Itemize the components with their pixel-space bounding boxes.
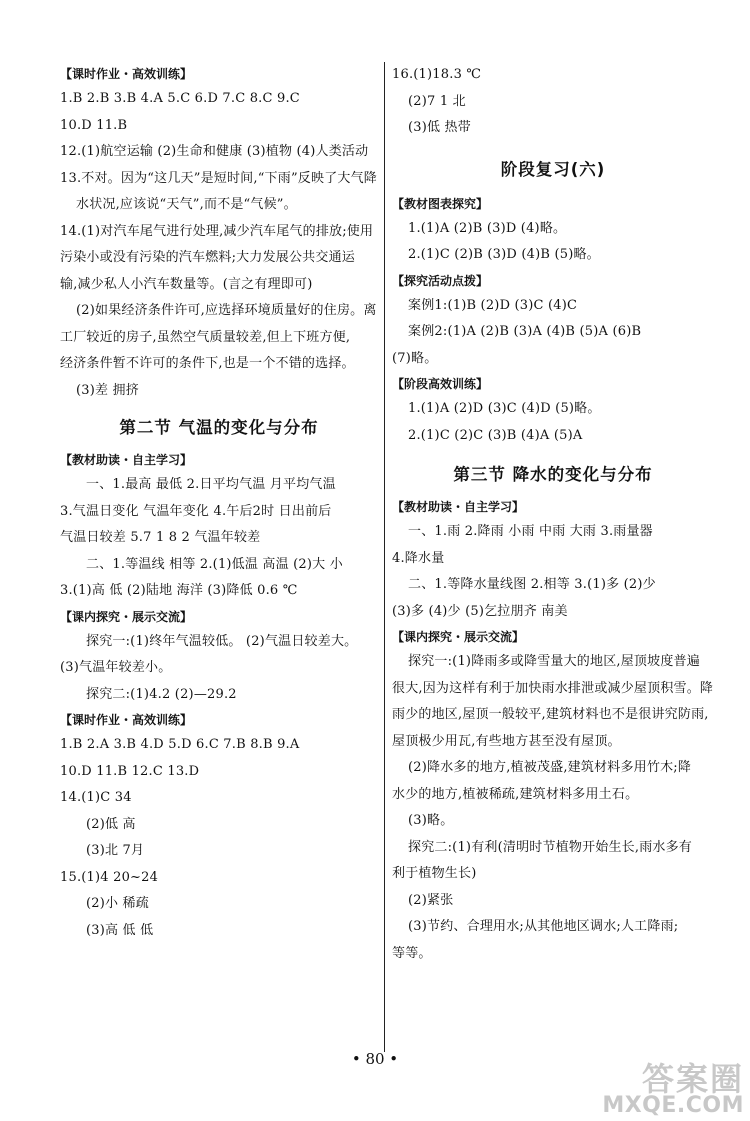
- answer-line: 14.(1)对汽车尾气进行处理,减少汽车尾气的排放;使用: [60, 223, 374, 239]
- answer-line: 雨少的地区,屋顶一般较平,建筑材料也不是很讲究防雨,: [392, 707, 709, 722]
- answer-line: (3)节约、合理用水;从其他地区调水;人工降雨;: [408, 919, 679, 934]
- answer-line: 13.不对。因为“这几天”是短时间,“下雨”反映了大气降: [60, 170, 377, 186]
- answer-line: 16.(1)18.3 ℃: [392, 67, 482, 82]
- section-tag: 【教材助读・自主学习】: [392, 500, 525, 514]
- answer-line: 案例1:(1)B (2)D (3)C (4)C: [408, 297, 578, 313]
- section-heading: 第二节 气温的变化与分布: [119, 418, 319, 437]
- answer-line: (3)略。: [408, 813, 454, 828]
- answer-line: 1.B 2.A 3.B 4.D 5.D 6.C 7.B 8.B 9.A: [60, 737, 300, 752]
- page-number: • 80 •: [351, 1050, 399, 1068]
- answer-line: 探究二:(1)4.2 (2)—29.2: [86, 686, 237, 702]
- answer-line: 案例2:(1)A (2)B (3)A (4)B (5)A (6)B: [408, 324, 642, 339]
- answer-line: 探究一:(1)终年气温较低。 (2)气温日较差大。: [86, 633, 358, 649]
- answer-line: (3)低 热带: [408, 120, 471, 135]
- answer-line: 屋顶极少用瓦,有些地方甚至没有屋顶。: [392, 733, 621, 749]
- answer-line: (2)小 稀疏: [86, 896, 149, 911]
- answer-line: 二、1.等降水量线图 2.相等 3.(1)多 (2)少: [408, 577, 656, 592]
- answer-line: 1.(1)A (2)D (3)C (4)D (5)略。: [408, 401, 601, 416]
- answer-line: 探究一:(1)降雨多或降雪量大的地区,屋顶坡度普遍: [408, 654, 700, 669]
- answer-line: (3)北 7月: [86, 843, 145, 858]
- answer-line: 15.(1)4 20~24: [60, 869, 159, 885]
- answer-line: (2)7 1 北: [408, 93, 466, 109]
- answer-line: 很大,因为这样有利于加快雨水排泄或减少屋顶积雪。降: [392, 680, 714, 696]
- answer-line: 探究二:(1)有利(清明时节植物开始生长,雨水多有: [408, 839, 692, 855]
- section-tag: 【阶段高效训练】: [392, 377, 489, 391]
- answer-line: (3)高 低 低: [86, 922, 154, 938]
- right-column: [392, 62, 714, 967]
- answer-line: (2)降水多的地方,植被茂盛,建筑材料多用竹木;降: [408, 760, 692, 775]
- answer-line: 等等。: [392, 945, 432, 961]
- answer-line: 利于植物生长): [392, 866, 477, 881]
- watermark: [602, 1060, 744, 1118]
- answer-line: 10.D 11.B: [60, 117, 128, 133]
- answer-line: 2.(1)C (2)C (3)B (4)A (5)A: [408, 427, 583, 443]
- answer-line: (3)气温年较差小。: [60, 660, 172, 675]
- answer-line: 气温日较差 5.7 1 8 2 气温年较差: [60, 530, 261, 545]
- section-tag: 【教材图表探究】: [392, 196, 489, 211]
- watermark-url: MXQE.COM: [602, 1093, 744, 1118]
- section-tag: 【探究活动点拨】: [392, 273, 489, 288]
- answer-line: 输,减少私人小汽车数量等。(言之有理即可): [60, 276, 313, 292]
- section-tag: 【课时作业・高效训练】: [60, 67, 193, 81]
- section-heading: 阶段复习(六): [500, 159, 606, 179]
- answer-line: (2)如果经济条件许可,应选择环境质量好的住房。离: [76, 303, 377, 318]
- answer-line: 一、1.最高 最低 2.日平均气温 月平均气温: [86, 477, 336, 492]
- section-heading: 第三节 降水的变化与分布: [453, 465, 653, 484]
- section-tag: 【课内探究・展示交流】: [60, 609, 193, 624]
- column-divider: [384, 62, 385, 1052]
- answer-line: 污染小或没有污染的汽车燃料;大力发展公共交通运: [60, 250, 355, 265]
- answer-line: 1.(1)A (2)B (3)D (4)略。: [408, 220, 567, 236]
- answer-line: 4.降水量: [392, 550, 445, 566]
- answer-line: (3)差 拥挤: [76, 382, 139, 398]
- answer-line: 一、1.雨 2.降雨 小雨 中雨 大雨 3.雨量器: [408, 524, 653, 539]
- answer-line: 10.D 11.B 12.C 13.D: [60, 763, 200, 779]
- answer-line: (2)低 高: [86, 816, 136, 832]
- section-tag: 【课时作业・高效训练】: [60, 713, 193, 727]
- answer-line: 14.(1)C 34: [60, 790, 132, 805]
- answer-line: (3)多 (4)少 (5)乞拉朋齐 南美: [392, 603, 568, 619]
- answer-line: 1.B 2.B 3.B 4.A 5.C 6.D 7.C 8.C 9.C: [60, 91, 300, 106]
- watermark-logo: 答案圈: [641, 1060, 744, 1098]
- answer-line: 2.(1)C (2)B (3)D (4)B (5)略。: [408, 247, 600, 262]
- answer-line: 3.气温日变化 气温年变化 4.午后2时 日出前后: [60, 503, 332, 519]
- answer-line: (2)紧张: [408, 892, 454, 908]
- section-tag: 【课内探究・展示交流】: [392, 630, 525, 644]
- answer-line: 水少的地方,植被稀疏,建筑材料多用土石。: [392, 786, 639, 802]
- answer-line: 经济条件暂不许可的条件下,也是一个不错的选择。: [60, 356, 355, 371]
- answer-line: 二、1.等温线 相等 2.(1)低温 高温 (2)大 小: [86, 556, 343, 572]
- answer-line: 水状况,应该说“天气”,而不是“气候”。: [76, 197, 297, 212]
- answer-line: 3.(1)高 低 (2)陆地 海洋 (3)降低 0.6 ℃: [60, 583, 298, 598]
- answer-line: 12.(1)航空运输 (2)生命和健康 (3)植物 (4)人类活动: [60, 144, 369, 159]
- left-column: [60, 62, 378, 944]
- answer-line: 工厂较近的房子,虽然空气质量较差,但上下班方便,: [60, 329, 351, 345]
- section-tag: 【教材助读・自主学习】: [60, 453, 193, 467]
- answer-line: (7)略。: [392, 350, 438, 366]
